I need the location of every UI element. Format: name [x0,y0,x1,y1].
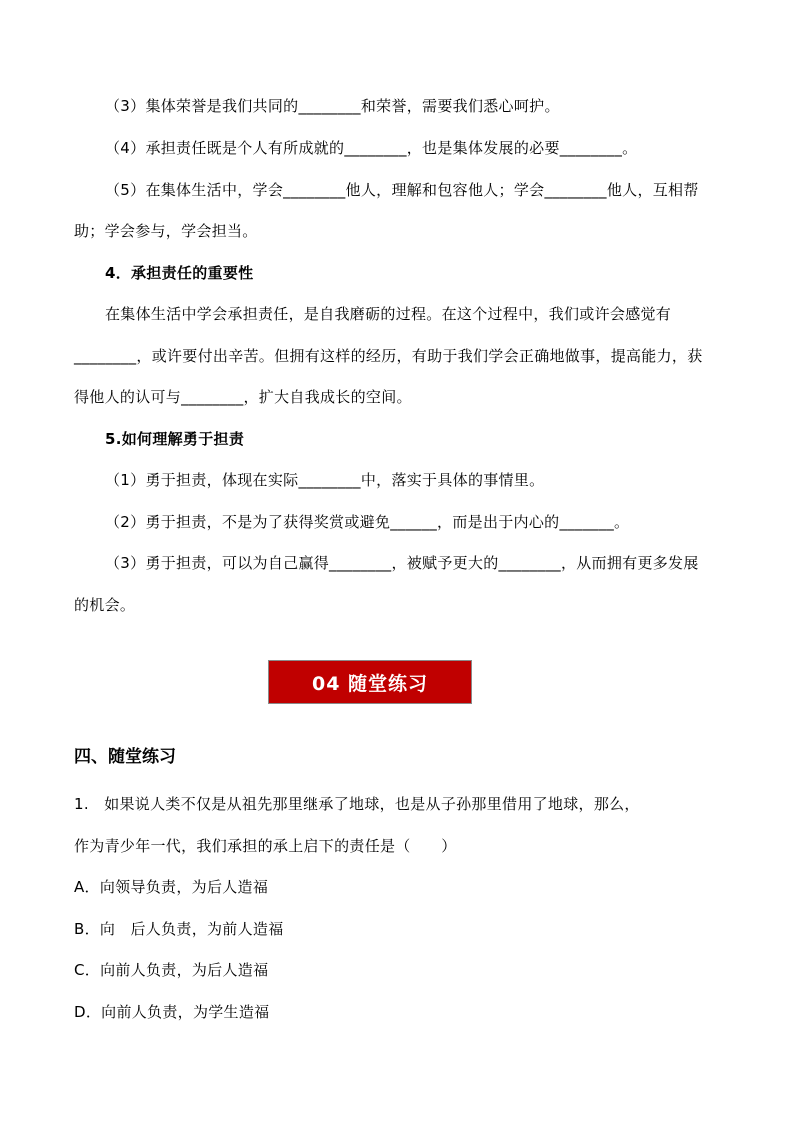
option-a: A．向领导负责，为后人造福 [74,878,269,896]
subheading-understanding: 5.如何理解勇于担责 [105,430,245,448]
understanding-item-3: （3）勇于担责，可以为自己赢得________，被赋予更大的________，从而拥有更多发展 [105,554,699,572]
paragraph-line-2: ________，或许要付出辛苦。但拥有这样的经历，有助于我们学会正确地做事，提高能力，获 [74,347,703,365]
fill-in-item-5-continued: 助；学会参与，学会担当。 [74,222,258,240]
paragraph-line-1: 在集体生活中学会承担责任，是自我磨砺的过程。在这个过程中，我们或许会感觉有 [105,305,672,323]
section-heading: 四、随堂练习 [74,747,176,767]
question-stem-line-2: 作为青少年一代，我们承担的承上启下的责任是（ ） [74,837,457,855]
option-b: B．向 后人负责，为前人造福 [74,920,284,938]
understanding-item-2: （2）勇于担责，不是为了获得奖赏或避免______，而是出于内心的_______。 [105,513,630,531]
section-banner [268,660,472,704]
paragraph-line-3: 得他人的认可与________，扩大自我成长的空间。 [74,388,412,406]
question-stem-line-1: 1. 如果说人类不仅是从祖先那里继承了地球，也是从子孙那里借用了地球，那么， [74,795,640,813]
understanding-item-1: （1）勇于担责，体现在实际________中，落实于具体的事情里。 [105,471,545,489]
option-d: D．向前人负责，为学生造福 [74,1003,270,1021]
option-c: C．向前人负责，为后人造福 [74,961,269,979]
section-banner-label: 04 随堂练习 [311,672,429,695]
subheading-importance: 4．承担责任的重要性 [105,264,254,282]
fill-in-item-4: （4）承担责任既是个人有所成就的________，也是集体发展的必要________。 [105,139,638,157]
fill-in-item-5: （5）在集体生活中，学会________他人，理解和包容他人；学会________他人，互相帮 [105,181,699,199]
understanding-item-3-continued: 的机会。 [74,596,136,614]
fill-in-item-3: （3）集体荣誉是我们共同的________和荣誉，需要我们悉心呵护。 [105,97,560,115]
